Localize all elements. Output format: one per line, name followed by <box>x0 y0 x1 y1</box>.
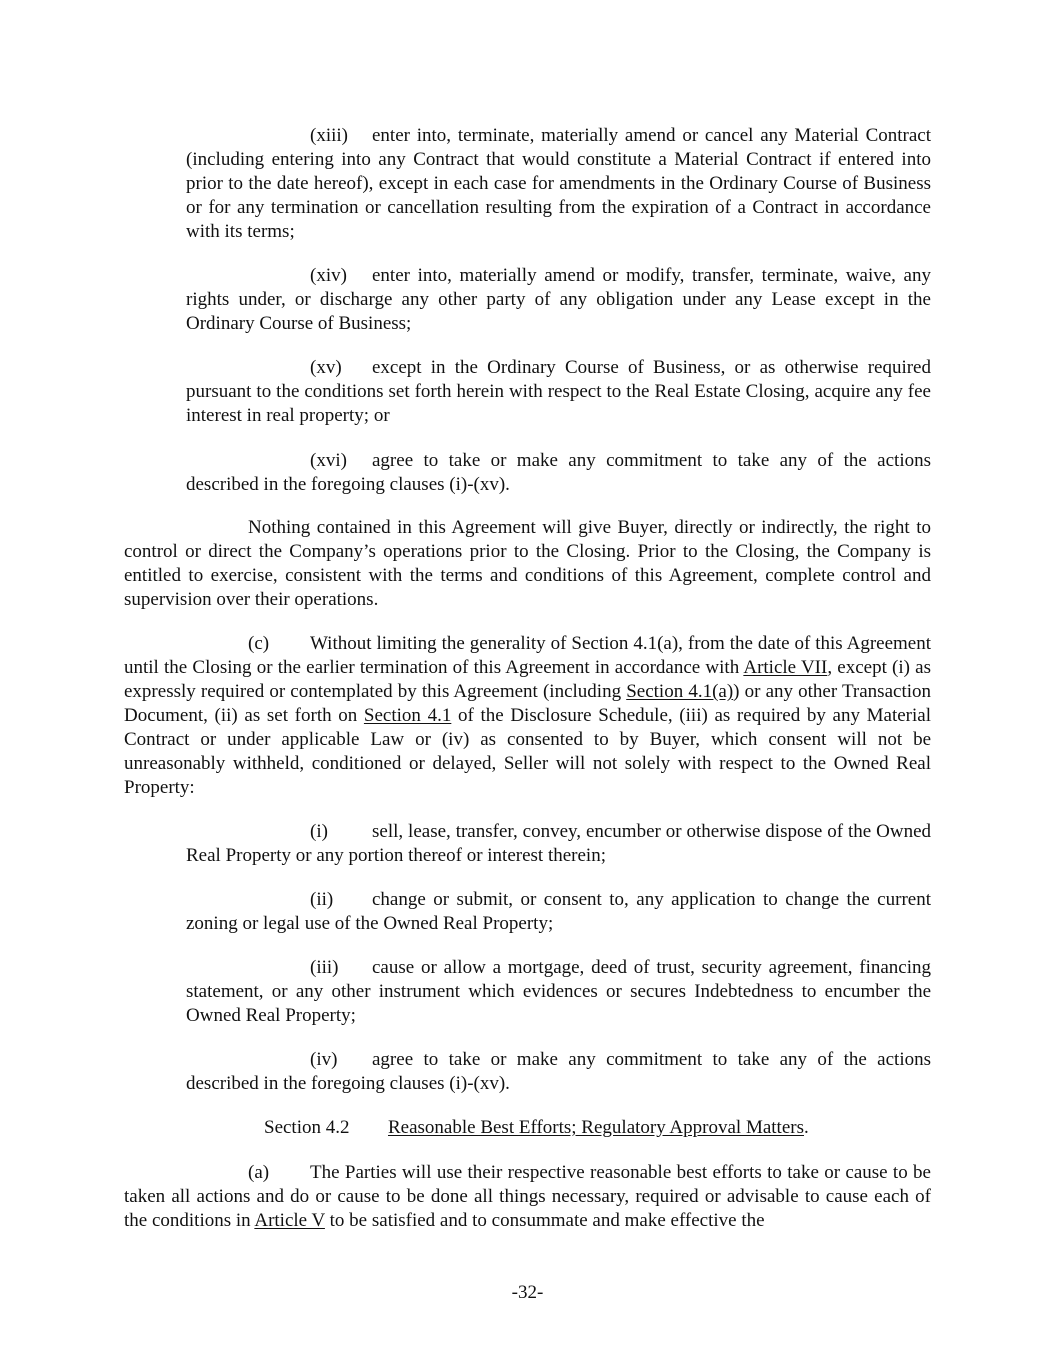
section-heading <box>124 1116 931 1140</box>
section-number: Section 4.2 <box>264 1117 350 1138</box>
paragraph-text: , except (i) as expressly required or contemplated by this Agreement (including <box>124 657 931 702</box>
paragraph-text: to be satisfied and to consummate and make effective the <box>324 1210 765 1231</box>
clause-xvi <box>186 449 931 497</box>
page-number: -32- <box>511 1282 544 1303</box>
clause-text: enter into, terminate, materially amend or cancel any Material Contract (including entering into any Contract that would constitute a Material Contract if entered into prior to the date hereof), except in each case for amendments in the Ordinary Course of Business or for any termination or cancellation resulting from the expiration of a Contract in accordance with its terms; <box>186 125 931 242</box>
clause-number: (ii) <box>310 889 334 910</box>
clause-text: change or submit, or consent to, any application to change the current zoning or legal use of the Owned Real Property; <box>186 889 931 934</box>
section-title-period: . <box>803 1117 809 1138</box>
clause-text: agree to take or make any commitment to take any of the actions described in the foregoing clauses (i)-(xv). <box>186 450 931 495</box>
clause-xiv <box>186 264 931 336</box>
paragraph-c <box>124 632 931 800</box>
clause-xiii <box>186 124 931 244</box>
section-4-1-reference: Section 4.1 <box>363 705 452 726</box>
clause-text: agree to take or make any commitment to take any of the actions described in the foregoing clauses (i)-(xv). <box>186 1049 931 1094</box>
clause-number: (iii) <box>310 957 339 978</box>
clause-number: (xv) <box>310 357 342 378</box>
clause-text: except in the Ordinary Course of Business, or as otherwise required pursuant to the conditions set forth herein with respect to the Real Estate Closing, acquire any fee interest in real property; or <box>186 357 931 426</box>
article-vii-reference: Article VII <box>743 657 828 678</box>
paragraph-text: ) or any other Transaction Document, (ii) as set forth on <box>124 681 932 726</box>
clause-xv <box>186 356 931 428</box>
paragraph-text: The Parties will use their respective reasonable best efforts to take or cause to be taken all actions and do or cause to be done all things necessary, required or advisable to cause each of the conditions in <box>124 1162 931 1231</box>
clause-i <box>186 820 931 868</box>
paragraph-text: Nothing contained in this Agreement will give Buyer, directly or indirectly, the right to control or direct the Company’s operations prior to the Closing. Prior to the Closing, the Company is entitled to exercise, consistent with the terms and conditions of this Agreement, complete control and supervision over their operations. <box>124 517 931 610</box>
paragraph-a <box>124 1161 931 1233</box>
clause-number: (iv) <box>310 1049 338 1070</box>
clause-number: (xvi) <box>310 450 347 471</box>
article-v-reference: Article V <box>254 1210 325 1231</box>
control-paragraph <box>124 516 931 612</box>
clause-number: (i) <box>310 821 328 842</box>
clause-text: sell, lease, transfer, convey, encumber or otherwise dispose of the Owned Real Property or any portion thereof or interest therein; <box>186 821 931 866</box>
paragraph-text: Without limiting the generality of Section 4.1(a), from the date of this Agreement until the Closing or the earlier termination of this Agreement in accordance with <box>124 633 931 678</box>
paragraph-text: of the Disclosure Schedule, (iii) as required by any Material Contract or under applicable Law or (iv) as consented to by Buyer, which consent will not be unreasonably withheld, conditioned or delayed, Seller will not solely with respect to the Owned Real Property: <box>124 705 931 798</box>
clause-number: (xiv) <box>310 265 347 286</box>
section-title: Reasonable Best Efforts; Regulatory Approval Matters <box>388 1117 804 1138</box>
clause-ii <box>186 888 931 936</box>
clause-iv <box>186 1048 931 1096</box>
clause-iii <box>186 956 931 1028</box>
section-4-1a-reference: Section 4.1(a) <box>626 681 734 702</box>
clause-text: enter into, materially amend or modify, transfer, terminate, waive, any rights under, or discharge any other party of any obligation under any Lease except in the Ordinary Course of Business; <box>186 265 931 334</box>
clause-text: cause or allow a mortgage, deed of trust, security agreement, financing statement, or any other instrument which evidences or secures Indebtedness to encumber the Owned Real Property; <box>186 957 931 1026</box>
clause-number: (xiii) <box>310 125 348 146</box>
paragraph-number: (a) <box>248 1162 270 1183</box>
paragraph-number: (c) <box>248 633 270 654</box>
